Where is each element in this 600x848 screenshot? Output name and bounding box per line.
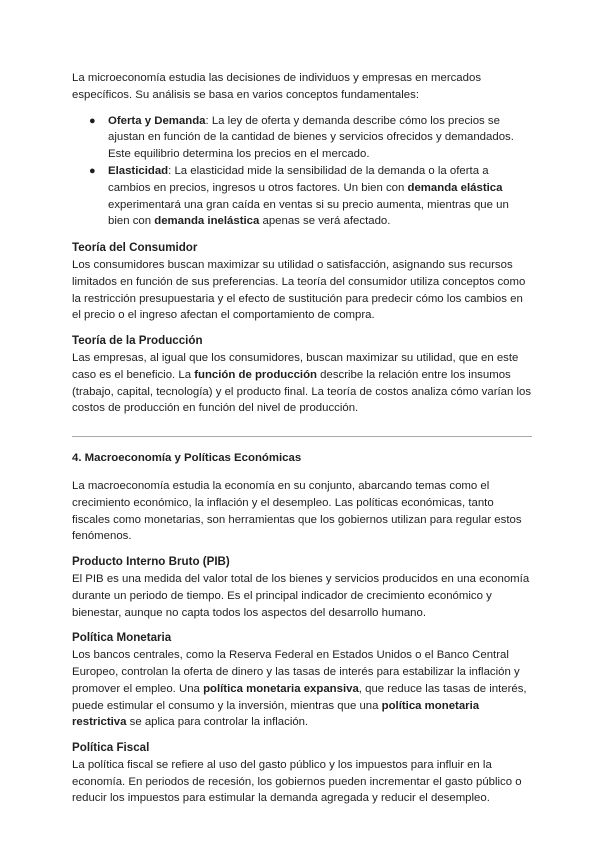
section-pib bbox=[72, 554, 532, 621]
text-run: Las empresas, al igual que los consumidores, buscan maximizar su utilidad, que en este caso es el beneficio. La bbox=[72, 351, 519, 381]
chapter-intro: La macroeconomía estudia la economía en su conjunto, abarcando temas como el crecimiento económico, la inflación y el desempleo. Las políticas económicas, tanto fiscales como monetarias, son herramientas que los gobiernos utilizan para regular estos fenómenos. bbox=[72, 479, 522, 543]
term-funcion-produccion: función de producción bbox=[194, 368, 317, 381]
term-demanda-elastica: demanda elástica bbox=[407, 181, 503, 194]
bullet-text: apenas se verá afectado. bbox=[259, 215, 391, 228]
section-text: El PIB es una medida del valor total de los bienes y servicios producidos en una economía durante un periodo de tiempo. Es el principal indicador de crecimiento económico y bienestar, aunque no capta todos los aspectos del desarrollo humano. bbox=[72, 572, 530, 619]
concepts-list bbox=[72, 113, 532, 231]
text-run: se aplica para controlar la inflación. bbox=[126, 716, 309, 729]
term-demanda-inelastica: demanda inelástica bbox=[154, 215, 260, 228]
bullet-icon: ● bbox=[89, 114, 96, 127]
text-run: Los bancos centrales, como la Reserva Federal en Estados Unidos o el Banco Central Europeo, controlan la oferta de dinero y las tasas de interés para estabilizar la inflación y promover el empleo. Una bbox=[72, 649, 520, 695]
section-text bbox=[72, 350, 532, 417]
term-expansiva: política monetaria expansiva bbox=[203, 682, 359, 695]
section-fiscal bbox=[72, 740, 532, 807]
document-body bbox=[72, 68, 532, 807]
section-title: Política Monetaria bbox=[72, 631, 172, 645]
text-run: , que reduce las tasas de interés, puede estimular el consumo y la inversión, mientras que una bbox=[72, 682, 527, 712]
bullet-text: : La elasticidad mide la sensibilidad de la demanda o la oferta a cambios en precios, ingresos u otros factores. Un bien con bbox=[108, 164, 489, 194]
bullet-icon: ● bbox=[89, 164, 96, 177]
section-title: Teoría de la Producción bbox=[72, 334, 203, 348]
list-item bbox=[89, 113, 532, 163]
section-monetary bbox=[72, 630, 532, 731]
bullet-text: experimentará una gran caída en ventas si su precio aumenta, mientras que un bien con bbox=[108, 198, 509, 228]
intro-paragraph: La microeconomía estudia las decisiones de individuos y empresas en mercados específicos. Su análisis se basa en varios conceptos fundamentales: bbox=[72, 72, 482, 101]
section-production bbox=[72, 333, 532, 417]
text-run: describe la relación entre los insumos (trabajo, capital, tecnología) y el producto final. La teoría de costos analiza cómo varían los costos de producción en función del nivel de producción. bbox=[72, 368, 532, 415]
section-text bbox=[72, 647, 532, 731]
section-title: Teoría del Consumidor bbox=[72, 241, 198, 255]
section-consumer bbox=[72, 240, 532, 324]
term-restrictiva: política monetaria restrictiva bbox=[72, 699, 480, 729]
list-item bbox=[89, 163, 532, 230]
term-oferta-demanda: Oferta y Demanda bbox=[108, 114, 206, 127]
section-text: La política fiscal se refiere al uso del gasto público y los impuestos para influir en la economía. En periodos de recesión, los gobiernos pueden incrementar el gasto público o reducir los impuestos para estimular la demanda agregada y reducir el desempleo. bbox=[72, 758, 522, 805]
bullet-text: : La ley de oferta y demanda describe cómo los precios se ajustan en función de la cantidad de bienes y servicios ofrecidos y demandados. Este equilibrio determina los precios en el mercado. bbox=[108, 114, 514, 161]
horizontal-divider bbox=[72, 436, 532, 437]
section-title: Producto Interno Bruto (PIB) bbox=[72, 555, 230, 569]
section-title: Política Fiscal bbox=[72, 741, 150, 755]
term-elasticidad: Elasticidad bbox=[108, 164, 169, 177]
section-text: Los consumidores buscan maximizar su utilidad o satisfacción, asignando sus recursos limitados en función de sus preferencias. La teoría del consumidor utiliza conceptos como la restricción presupuestaria y el efecto de sustitución para predecir cómo los cambios en el precio o el ingreso afectan el comportamiento de compra. bbox=[72, 258, 526, 322]
chapter-heading: 4. Macroeconomía y Políticas Económicas bbox=[72, 452, 302, 465]
